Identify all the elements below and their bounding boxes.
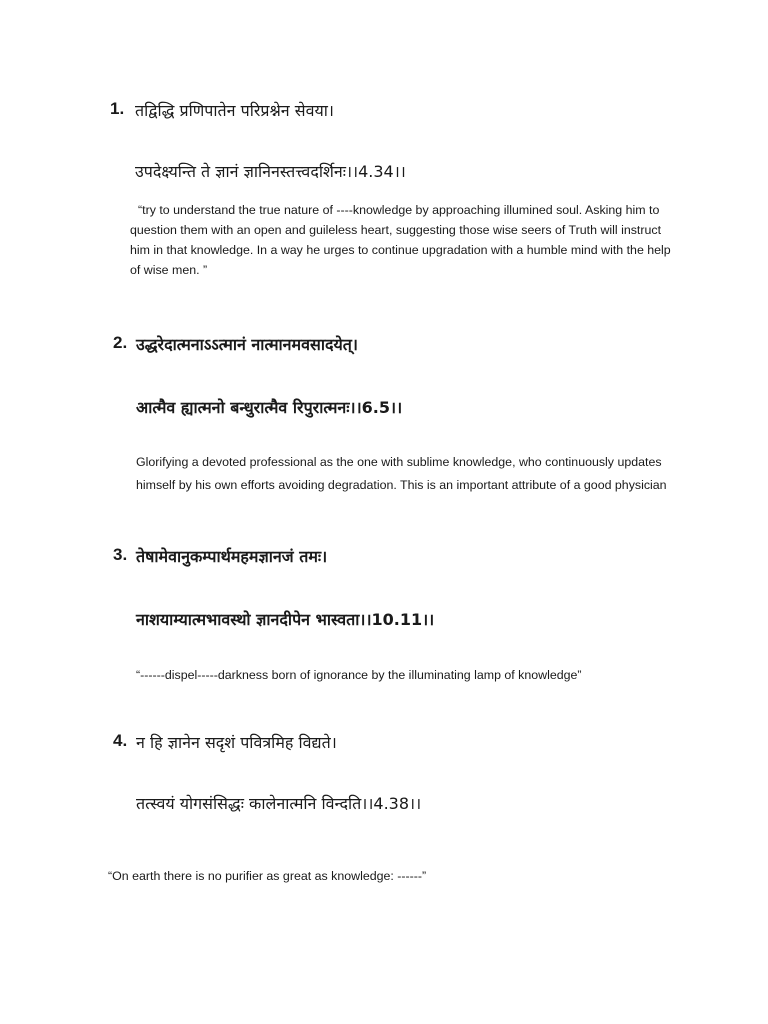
verse-1-translation: “try to understand the true nature of ----knowledge by approaching illumined soul. Asking him to question them with an open and guileless heart, suggesting those wise seers of Truth will instruct him in that knowledge. In a way he urges to continue upgradation with a humble mind with the help of wise men. ” (130, 203, 671, 277)
verse-1-sanskrit-line-1: तद्विद्धि प्रणिपातेन परिप्रश्नेन सेवया। (135, 101, 334, 120)
verse-2-number: 2. (113, 333, 128, 352)
verse-3-translation: “------dispel-----darkness born of ignorance by the illuminating lamp of knowledge” (136, 668, 582, 682)
verse-4-sanskrit-line-1: न हि ज्ञानेन सदृशं पवित्रमिह विद्यते। (136, 733, 337, 752)
verse-1-sanskrit-line-2: उपदेक्ष्यन्ति ते ज्ञानं ज्ञानिनस्तत्त्वदर्शिनः।।4.34।। (135, 162, 406, 181)
verse-2-sanskrit-line-1: उद्धरेदात्मनाऽऽत्मानं नात्मानमवसादयेत्। (136, 335, 358, 354)
verse-2-translation: Glorifying a devoted professional as the one with sublime knowledge, who continuously updates himself by his own efforts avoiding degradation. This is an important attribute of a good physician (136, 455, 667, 492)
verse-4-sanskrit-line-2: तत्स्वयं योगसंसिद्धः कालेनात्मनि विन्दति।।4.38।। (136, 794, 422, 813)
verse-4-translation: “On earth there is no purifier as great as knowledge: ------” (108, 869, 427, 883)
verse-3-sanskrit-line-2: नाशयाम्यात्मभावस्थो ज्ञानदीपेन भास्वता।।10.11।। (136, 610, 435, 629)
verse-4-number: 4. (113, 731, 128, 750)
verse-1-number: 1. (110, 99, 125, 118)
verse-3-sanskrit-line-1: तेषामेवानुकम्पार्थमहमज्ञानजं तमः। (136, 547, 328, 566)
verse-2-sanskrit-line-2: आत्मैव ह्यात्मनो बन्धुरात्मैव रिपुरात्मनः।।6.5।। (136, 398, 403, 417)
verse-3-number: 3. (113, 545, 128, 564)
